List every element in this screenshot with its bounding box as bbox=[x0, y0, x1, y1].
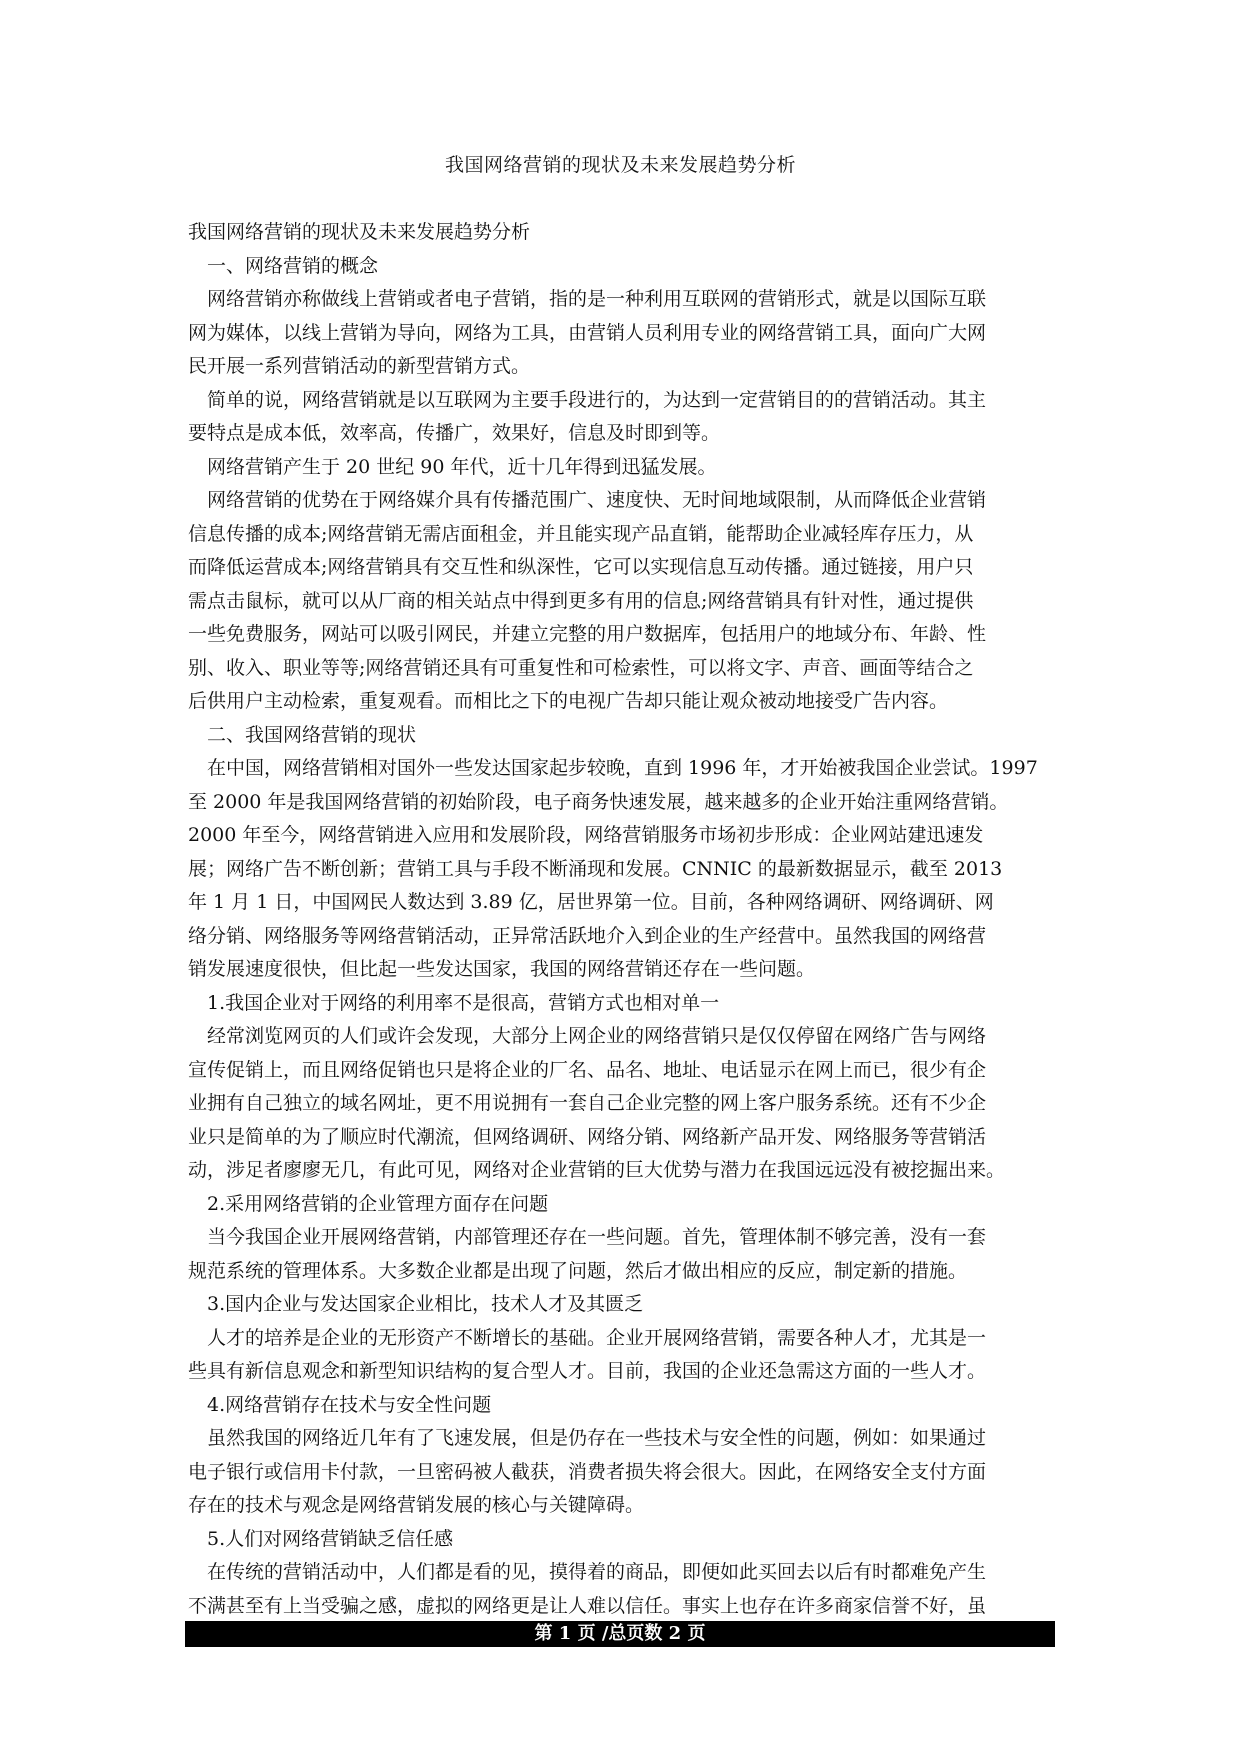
document-body bbox=[188, 216, 1052, 1623]
text-line: 而降低运营成本;网络营销具有交互性和纵深性，它可以实现信息互动传播。通过链接，用户只 bbox=[188, 556, 974, 578]
text-line: 不满甚至有上当受骗之感，虚拟的网络更是让人难以信任。事实上也存在许多商家信誉不好，虽 bbox=[188, 1594, 987, 1617]
text-line: 4.网络营销存在技术与安全性问题 bbox=[207, 1393, 492, 1416]
text-line: 后供用户主动检索，重复观看。而相比之下的电视广告却只能让观众被动地接受广告内容。 bbox=[188, 690, 949, 712]
text-line: 二、我国网络营销的现状 bbox=[207, 723, 417, 746]
text-line: 展；网络广告不断创新；营销工具与手段不断涌现和发展。CNNIC 的最新数据显示，截至 2013 bbox=[188, 857, 1003, 880]
text-line: 当今我国企业开展网络营销，内部管理还存在一些问题。首先，管理体制不够完善，没有一套 bbox=[207, 1226, 987, 1248]
text-line: 网络营销亦称做线上营销或者电子营销，指的是一种利用互联网的营销形式，就是以国际互联 bbox=[207, 288, 987, 310]
text-line: 在传统的营销活动中，人们都是看的见，摸得着的商品，即便如此买回去以后有时都难免产生 bbox=[207, 1561, 987, 1583]
text-line: 5.人们对网络营销缺乏信任感 bbox=[207, 1527, 454, 1550]
text-line: 些具有新信息观念和新型知识结构的复合型人才。目前，我国的企业还急需这方面的一些人才。 bbox=[188, 1360, 987, 1382]
text-line: 至 2000 年是我国网络营销的初始阶段，电子商务快速发展，越来越多的企业开始注重网络营销。 bbox=[188, 790, 1009, 813]
text-line: 一些免费服务，网站可以吸引网民，并建立完整的用户数据库，包括用户的地域分布、年龄、性 bbox=[188, 623, 987, 645]
text-line: 宣传促销上，而且网络促销也只是将企业的厂名、品名、地址、电话显示在网上而已，很少有企 bbox=[188, 1058, 987, 1081]
text-line: 虽然我国的网络近几年有了飞速发展，但是仍存在一些技术与安全性的问题，例如：如果通过 bbox=[207, 1427, 987, 1449]
page-footer bbox=[185, 1621, 1055, 1647]
text-line: 民开展一系列营销活动的新型营销方式。 bbox=[188, 355, 531, 377]
text-line: 网络营销的优势在于网络媒介具有传播范围广、速度快、无时间地域限制，从而降低企业营销 bbox=[207, 489, 987, 511]
text-line: 电子银行或信用卡付款，一旦密码被人截获，消费者损失将会很大。因此，在网络安全支付方面 bbox=[188, 1460, 987, 1483]
text-line: 在中国，网络营销相对国外一些发达国家起步较晚，直到 1996 年，才开始被我国企业尝试。1997 bbox=[207, 757, 1038, 779]
text-line: 业只是简单的为了顺应时代潮流，但网络调研、网络分销、网络新产品开发、网络服务等营销活 bbox=[188, 1125, 987, 1148]
text-line: 年 1 月 1 日，中国网民人数达到 3.89 亿，居世界第一位。目前，各种网络调研、网络调研、网 bbox=[188, 891, 994, 913]
page-number-label: 第 1 页 /总页数 2 页 bbox=[534, 1623, 706, 1644]
text-line: 业拥有自己独立的域名网址，更不用说拥有一套自己企业完整的网上客户服务系统。还有不少企 bbox=[188, 1092, 987, 1114]
text-line: 网为媒体，以线上营销为导向，网络为工具，由营销人员利用专业的网络营销工具，面向广大网 bbox=[188, 321, 987, 344]
text-line: 需点击鼠标，就可以从厂商的相关站点中得到更多有用的信息;网络营销具有针对性，通过提供 bbox=[188, 589, 974, 612]
text-line: 我国网络营销的现状及未来发展趋势分析 bbox=[188, 221, 531, 243]
text-line: 2000 年至今，网络营销进入应用和发展阶段，网络营销服务市场初步形成：企业网站建迅速发 bbox=[188, 824, 984, 846]
document-title: 我国网络营销的现状及未来发展趋势分析 bbox=[444, 154, 796, 176]
text-line: 经常浏览网页的人们或许会发现，大部分上网企业的网络营销只是仅仅停留在网络广告与网络 bbox=[207, 1025, 987, 1047]
text-line: 2.采用网络营销的企业管理方面存在问题 bbox=[207, 1192, 549, 1215]
text-line: 要特点是成本低，效率高，传播广，效果好，信息及时即到等。 bbox=[188, 422, 721, 444]
text-line: 一、网络营销的概念 bbox=[207, 254, 379, 277]
text-line: 销发展速度很快，但比起一些发达国家，我国的网络营销还存在一些问题。 bbox=[188, 958, 816, 980]
text-line: 存在的技术与观念是网络营销发展的核心与关键障碍。 bbox=[188, 1494, 645, 1516]
text-line: 别、收入、职业等等;网络营销还具有可重复性和可检索性，可以将文字、声音、画面等结合之 bbox=[188, 656, 974, 679]
text-line: 简单的说，网络营销就是以互联网为主要手段进行的，为达到一定营销目的的营销活动。其主 bbox=[207, 388, 987, 411]
text-line: 络分销、网络服务等网络营销活动，正异常活跃地介入到企业的生产经营中。虽然我国的网络营 bbox=[188, 924, 987, 947]
text-line: 3.国内企业与发达国家企业相比，技术人才及其匮乏 bbox=[207, 1293, 644, 1315]
text-line: 信息传播的成本;网络营销无需店面租金，并且能实现产品直销，能帮助企业减轻库存压力，从 bbox=[188, 522, 974, 545]
text-line: 动，涉足者廖廖无几，有此可见，网络对企业营销的巨大优势与潜力在我国远远没有被挖掘出来。 bbox=[188, 1159, 1006, 1181]
text-line: 1.我国企业对于网络的利用率不是很高，营销方式也相对单一 bbox=[207, 991, 720, 1014]
text-line: 人才的培养是企业的无形资产不断增长的基础。企业开展网络营销，需要各种人才，尤其是一 bbox=[207, 1326, 987, 1349]
text-line: 网络营销产生于 20 世纪 90 年代，近十几年得到迅猛发展。 bbox=[207, 455, 717, 478]
text-line: 规范系统的管理体系。大多数企业都是出现了问题，然后才做出相应的反应，制定新的措施。 bbox=[188, 1259, 968, 1282]
